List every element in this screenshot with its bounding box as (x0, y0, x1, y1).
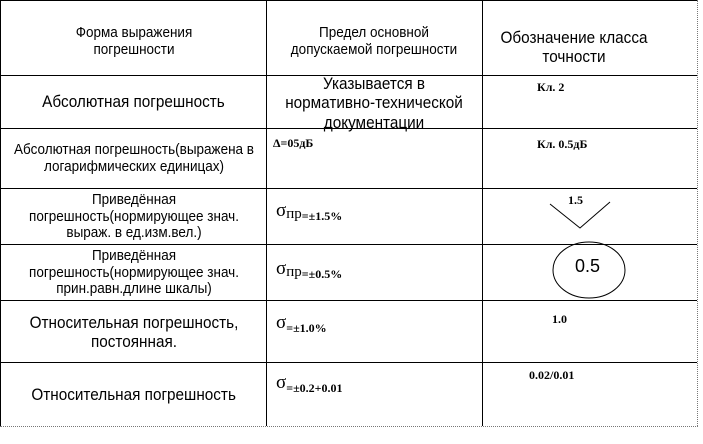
class-mark: Кл. 0.5дБ (537, 137, 588, 151)
table-row-2-form (1, 130, 266, 188)
cell-form: Относительная погрешность, постоянная. (29, 312, 238, 351)
header-form (1, 20, 266, 64)
cell-limit: Δ=05дБ (273, 136, 314, 150)
cell-form: Абсолютная погрешность(выражена в логарифмических единицах) (13, 141, 254, 175)
sigma-symbol: σ (276, 312, 287, 333)
table-row-1-form (1, 76, 266, 128)
limit-value: =±1.0% (286, 321, 327, 335)
header-limit-label: Предел основной допускаемой погрешности (290, 24, 458, 58)
table-row-5-form (1, 302, 266, 362)
cell-form: Приведённая погрешность(нормирующее знач. выраж. в ед.изм.вел.) (28, 190, 239, 242)
limit-value: =±1.5% (301, 209, 343, 223)
table-border-top (0, 0, 697, 1)
table-row-3-form (1, 190, 266, 244)
header-class-label: Обозначение класса точности (500, 27, 648, 66)
table-border-bottom (0, 426, 698, 427)
cell-form: Относительная погрешность (31, 385, 236, 405)
class-mark: 1.0 (552, 312, 567, 326)
table-row-4-form (1, 246, 266, 300)
row-divider (0, 300, 697, 301)
cell-limit: Указывается в нормативно-технической документации (285, 74, 463, 132)
class-mark: Кл. 2 (537, 80, 565, 94)
header-form-label: Форма выражения погрешности (75, 24, 192, 58)
sigma-symbol: σ (276, 258, 287, 279)
row-divider (0, 188, 697, 189)
class-mark: 1.5 (568, 193, 583, 207)
cell-limit-formula (276, 372, 343, 394)
table-row-1-limit (266, 74, 482, 132)
class-mark: 0.02/0.01 (529, 368, 575, 382)
table-border-right (697, 0, 698, 426)
row-divider (0, 362, 697, 363)
sigma-symbol: σ (276, 372, 287, 393)
class-mark: 0.5 (575, 256, 601, 276)
header-limit (266, 20, 482, 64)
header-class (484, 24, 664, 70)
cell-form: Абсолютная погрешность (42, 92, 225, 112)
cell-form: Приведённая погрешность(нормирующее знач. прин.равн.длине шкалы) (28, 246, 239, 298)
limit-value: =±0.5% (301, 267, 343, 281)
limit-subscript: пр (286, 206, 302, 222)
cell-limit-formula (276, 258, 342, 280)
cell-limit-formula (276, 200, 342, 222)
limit-value: =±0.2+0.01 (286, 381, 343, 395)
column-divider (482, 0, 483, 426)
sigma-symbol: σ (276, 200, 287, 221)
table-row-6-form (1, 364, 266, 426)
limit-subscript: пр (286, 264, 302, 280)
cell-limit-formula (276, 312, 327, 334)
